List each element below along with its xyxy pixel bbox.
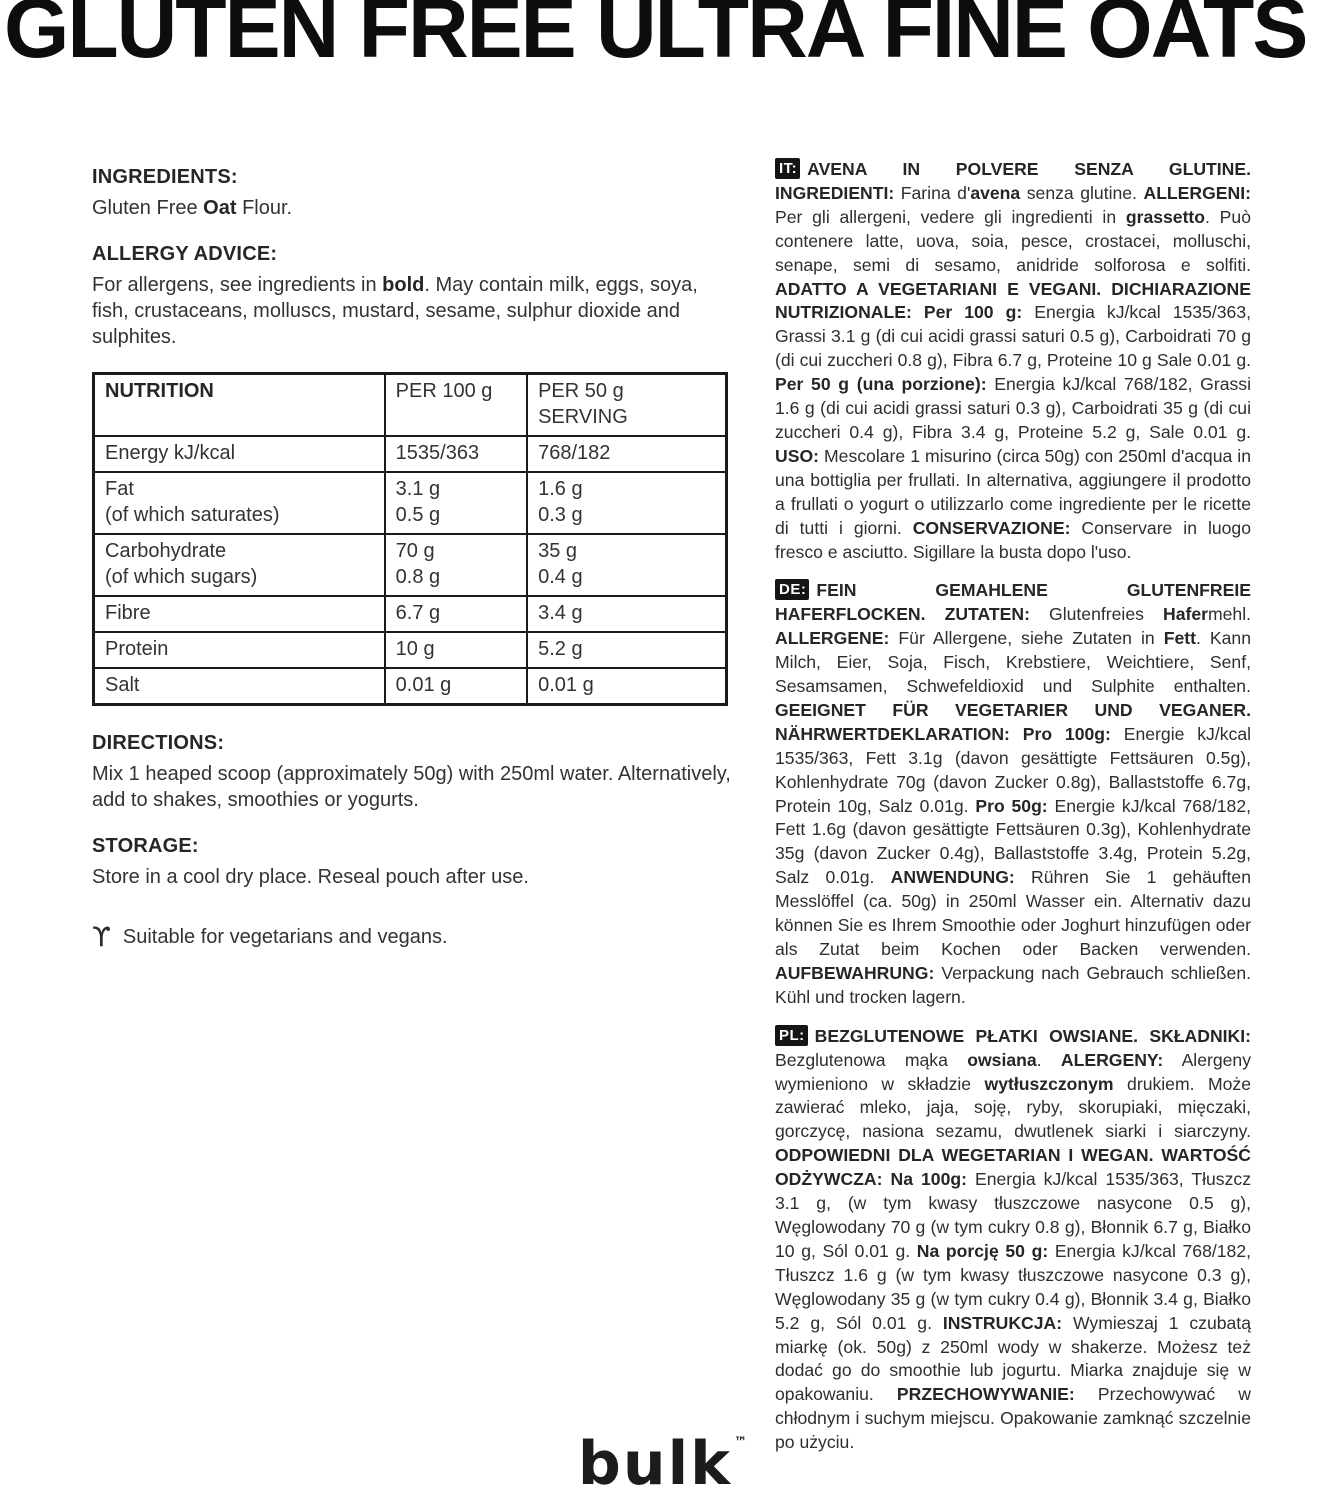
lang-badge-de: DE: [775, 579, 809, 600]
vegetarian-icon: ϒ [92, 922, 111, 953]
bulk-logo-text: bulk [577, 1429, 733, 1499]
directions-section [92, 732, 734, 813]
product-title: GLUTEN FREE ULTRA FINE OATS [4, 0, 1307, 75]
allergy-section [92, 243, 734, 350]
nutrition-cell: 1535/363 [385, 436, 527, 472]
nutrition-cell: 0.01 g [385, 668, 527, 705]
nutrition-cell: 768/182 [527, 436, 726, 472]
ingredients-heading: INGREDIENTS: [92, 166, 238, 188]
nutrition-cell: Protein [94, 632, 385, 668]
nutrition-row [94, 668, 727, 705]
directions-text: Mix 1 heaped scoop (approximately 50g) with 250ml water. Alternatively, add to shakes, smoothies or yogurts. [92, 763, 731, 811]
nutrition-cell: 35 g 0.4 g [527, 534, 726, 596]
nutrition-row [94, 534, 727, 596]
italian-text: AVENA IN POLVERE SENZA GLUTINE. INGREDIENTI: Farina d'avena senza glutine. ALLERGENI: Per gli allergeni, vedere gli ingredienti in grassetto. Può contenere latte, uova, soia, pesce, crostacei, molluschi, senape, semi di sesamo, anidride solforosa e solfiti. ADATTO A VEGETARIANI E VEGANI. DICHIARAZIONE NUTRIZIONALE: Per 100 g: Energia kJ/kcal 1535/363, Grassi 3.1 g (di cui acidi grassi saturi 0.5 g), Carboidrati 70 g (di cui zuccheri 0.8 g), Fibra 6.7 g, Proteine 10 g Sale 0.01 g. Per 50 g (una porzione): Energia kJ/kcal 768/182, Grassi 1.6 g (di cui acidi grassi saturi 0.3 g), Carboidrati 35 g (di cui zuccheri 0.4 g), Fibra 3.4 g, Proteine 5.2 g, Sale 0.01 g. USO: Mescolare 1 misurino (circa 50g) con 250ml d'acqua in una bottiglia per frullati. In alternativa, aggiungere il prodotto a frullati o yogurt o utilizzarlo come ingrediente per le ricette di tutti i giorni. CONSERVAZIONE: Conservare in luogo fresco e asciutto. Sigillare la busta dopo l'uso. [775, 159, 1251, 562]
nutrition-row [94, 632, 727, 668]
lang-badge-pl: PL: [775, 1025, 808, 1046]
allergy-heading: ALLERGY ADVICE: [92, 243, 278, 265]
nutrition-cell: 70 g 0.8 g [385, 534, 527, 596]
nutrition-table-body [94, 436, 727, 705]
german-text: FEIN GEMAHLENE GLUTENFREIE HAFERFLOCKEN. ZUTATEN: Glutenfreies Hafermehl. ALLERGENE: Für Allergene, siehe Zutaten in Fett. Kann Milch, Eier, Soja, Fisch, Krebstiere, Weichtiere, Senf, Sesamsamen, Schwefeldioxid und Sulphite enthalten. GEEIGNET FÜR VEGETARIER UND VEGANER. NÄHRWERTDEKLARATION: Pro 100g: Energie kJ/kcal 1535/363, Fett 3.1g (davon gesättigte Fettsäuren 0.5g), Kohlenhydrate 70g (davon Zucker 0.8g), Ballaststoffe 6.7g, Protein 10g, Salz 0.01g. Pro 50g: Energie kJ/kcal 768/182, Fett 1.6g (davon gesättigte Fettsäuren 0.3g), Kohlenhydrate 35g (davon Zucker 0.4g), Ballaststoffe 3.4g, Protein 5.2g, Salz 0.01g. ANWENDUNG: Rühren Sie 1 gehäuften Messlöffel (ca. 50g) in 250ml Wasser ein. Alternativ dazu können Sie es Ihrem Smoothie oder Joghurt hinzufügen oder als Zutat beim Kochen oder Backen verwenden. AUFBEWAHRUNG: Verpackung nach Gebrauch schließen. Kühl und trocken lagern. [775, 580, 1252, 1007]
nutrition-cell: Salt [94, 668, 385, 705]
nutrition-row [94, 596, 727, 632]
storage-heading: STORAGE: [92, 835, 199, 857]
english-info-column [92, 166, 734, 951]
polish-paragraph [775, 1025, 1251, 1455]
polish-text: BEZGLUTENOWE PŁATKI OWSIANE. SKŁADNIKI: Bezglutenowa mąka owsiana. ALERGENY: Alergeny wymieniono w składzie wytłuszczonym drukiem. Może zawierać mleko, jaja, soję, ryby, skorupiaki, mięczaki, gorczycę, nasiona sezamu, dwutlenek siarki i siarczyny. ODPOWIEDNI DLA WEGETARIAN I WEGAN. WARTOŚĆ ODŻYWCZA: Na 100g: Energia kJ/kcal 1535/363, Tłuszcz 3.1 g, (w tym kwasy tłuszczowe nasycone 0.5 g), Węglowodany 70 g (w tym cukry 0.8 g), Błonnik 6.7 g, Białko 10 g, Sól 0.01 g. Na porcję 50 g: Energia kJ/kcal 768/182, Tłuszcz 1.6 g (w tym kwasy tłuszczowe nasycone 0.3 g), Węglowodany 35 g (w tym cukry 0.4 g), Błonnik 3.4 g, Białko 5.2 g, Sól 0.01 g. INSTRUKCJA: Wymieszaj 1 czubatą miarkę (ok. 50g) z 250ml wody w shakerze. Możesz też dodać go do smoothie lub jogurtu. Miarka znajduje się w opakowaniu. PRZECHOWYWANIE: Przechowywać w chłodnym i suchym miejscu. Opakowanie zamknąć szczelnie po użyciu. [775, 1025, 1252, 1453]
nutrition-cell: 6.7 g [385, 596, 527, 632]
ingredients-text: Gluten Free Oat Flour. [92, 197, 293, 219]
nutrition-row [94, 436, 727, 472]
nutrition-cell: 1.6 g 0.3 g [527, 472, 726, 534]
nutrition-header-per100g: PER 100 g [385, 374, 527, 437]
nutrition-cell: 10 g [385, 632, 527, 668]
nutrition-table [92, 372, 728, 706]
lang-badge-it: IT: [775, 158, 800, 179]
nutrition-cell: Fat (of which saturates) [94, 472, 385, 534]
vegetarian-text: Suitable for vegetarians and vegans. [122, 926, 448, 948]
italian-paragraph [775, 158, 1251, 564]
nutrition-header-row [94, 374, 727, 437]
nutrition-cell: 3.1 g 0.5 g [385, 472, 527, 534]
trademark-symbol: ™ [734, 1435, 748, 1450]
ingredients-section [92, 166, 734, 221]
nutrition-header-per50g: PER 50 g SERVING [527, 374, 726, 437]
german-paragraph [775, 579, 1251, 1009]
directions-heading: DIRECTIONS: [92, 732, 225, 754]
nutrition-row [94, 472, 727, 534]
bulk-logo [0, 1429, 1325, 1499]
nutrition-cell: Energy kJ/kcal [94, 436, 385, 472]
nutrition-cell: Carbohydrate (of which sugars) [94, 534, 385, 596]
nutrition-cell: 5.2 g [527, 632, 726, 668]
nutrition-cell: Fibre [94, 596, 385, 632]
storage-section [92, 835, 734, 890]
translations-column [775, 158, 1251, 1470]
nutrition-header-label: NUTRITION [94, 374, 385, 437]
storage-text: Store in a cool dry place. Reseal pouch after use. [92, 866, 529, 888]
allergy-text: For allergens, see ingredients in bold. May contain milk, eggs, soya, fish, crustaceans, molluscs, mustard, sesame, sulphur dioxide and sulphites. [92, 274, 698, 348]
vegetarian-note [92, 924, 734, 951]
nutrition-cell: 0.01 g [527, 668, 726, 705]
nutrition-cell: 3.4 g [527, 596, 726, 632]
